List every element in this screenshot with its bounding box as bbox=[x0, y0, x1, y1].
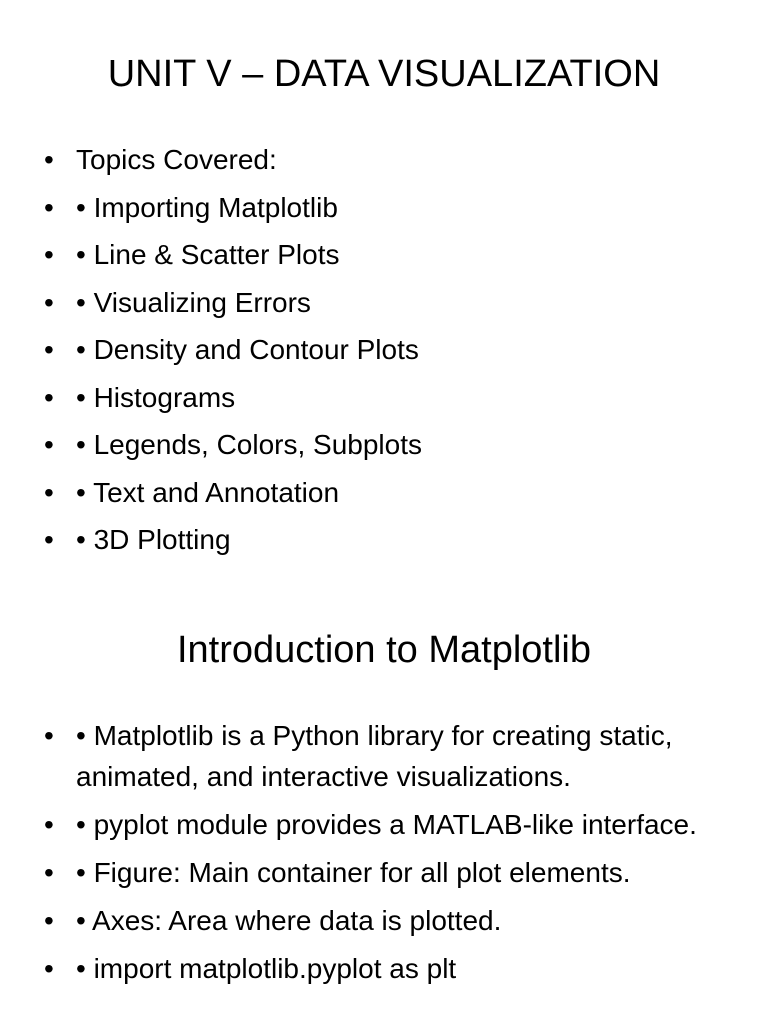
bullet-item: • • Matplotlib is a Python library for creating static, animated, and interactive visualizations. bbox=[0, 716, 768, 797]
slide-intro-matplotlib bbox=[0, 590, 768, 1024]
bullet-item: • • Importing Matplotlib bbox=[0, 188, 768, 228]
bullet-item: • • Line & Scatter Plots bbox=[0, 235, 768, 275]
slide-title: UNIT V – DATA VISUALIZATION bbox=[107, 53, 661, 95]
bullet-item: • • Figure: Main container for all plot elements. bbox=[0, 853, 768, 894]
bullet-item: • • Density and Contour Plots bbox=[0, 330, 768, 370]
bullet-item: • • Text and Annotation bbox=[0, 473, 768, 513]
bullet-item: • • 3D Plotting bbox=[0, 520, 768, 560]
bullet-item: • • pyplot module provides a MATLAB-like interface. bbox=[0, 805, 768, 846]
bullet-item: • • Legends, Colors, Subplots bbox=[0, 425, 768, 465]
slide-title: Introduction to Matplotlib bbox=[176, 629, 591, 671]
bullet-item: • • import matplotlib.pyplot as plt bbox=[0, 949, 768, 990]
bullet-item: • • Axes: Area where data is plotted. bbox=[0, 901, 768, 942]
bullet-item: • Topics Covered: bbox=[0, 140, 768, 180]
bullet-list bbox=[0, 716, 768, 997]
bullet-item: • • Visualizing Errors bbox=[0, 283, 768, 323]
bullet-item: • • Histograms bbox=[0, 378, 768, 418]
bullet-list bbox=[0, 140, 768, 568]
